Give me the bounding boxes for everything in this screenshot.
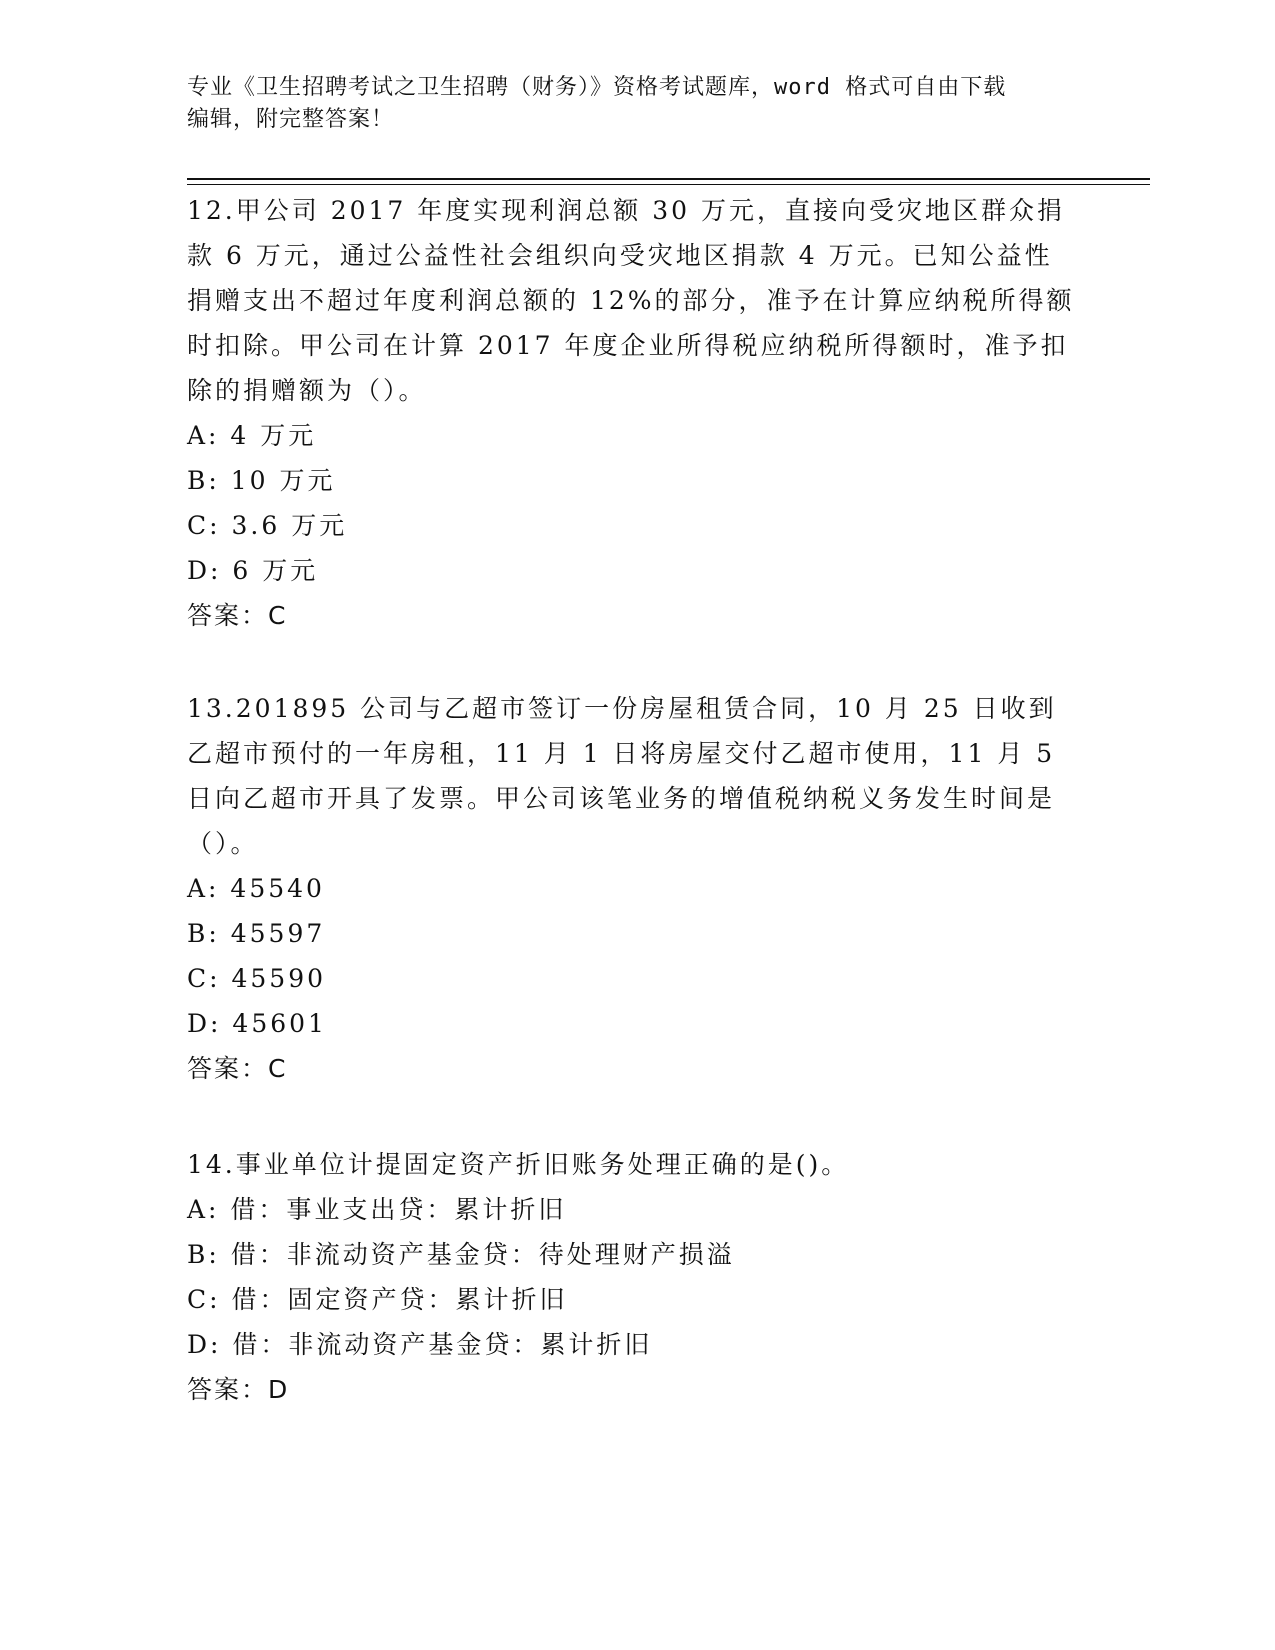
option-a: A: 4 万元 xyxy=(187,421,317,450)
header-divider-thin xyxy=(187,184,1150,185)
question-text: 14.事业单位计提固定资产折旧账务处理正确的是()。 xyxy=(187,1150,850,1179)
option-b: B: 45597 xyxy=(187,919,326,948)
option-b: B: 10 万元 xyxy=(187,466,336,495)
answer-line: 答案：D xyxy=(187,1375,290,1404)
option-a: A: 45540 xyxy=(187,874,325,903)
question-text: 12.甲公司 2017 年度实现利润总额 30 万元，直接向受灾地区群众捐款 6 万元，通过公益性社会组织向受灾地区捐款 4 万元。已知公益性捐赠支出不超过年度利润总额的 12%的部分，准予在计算应纳税所得额时扣除。甲公司在计算 2017 年度企业所得税应纳税所得额时，准予扣除的捐赠额为（）。 xyxy=(187,196,1075,405)
option-c: C: 3.6 万元 xyxy=(187,511,348,540)
option-c: C: 45590 xyxy=(187,964,327,993)
question-text: 13.201895 公司与乙超市签订一份房屋租赁合同，10 月 25 日收到乙超市预付的一年房租，11 月 1 日将房屋交付乙超市使用，11 月 5 日向乙超市开具了发票。甲公司该笔业务的增值税纳税义务发生时间是（）。 xyxy=(187,694,1057,858)
option-d: D: 45601 xyxy=(187,1009,327,1038)
question-13 xyxy=(187,686,1077,1091)
answer-line: 答案：C xyxy=(187,1054,288,1083)
option-d: D: 借：非流动资产基金贷：累计折旧 xyxy=(187,1330,653,1359)
header-line-1: 专业《卫生招聘考试之卫生招聘（财务）》资格考试题库，word 格式可自由下载 xyxy=(187,75,1007,100)
document-header xyxy=(187,72,1087,136)
option-d: D: 6 万元 xyxy=(187,556,319,585)
header-line-2: 编辑，附完整答案！ xyxy=(187,107,395,132)
option-a: A: 借：事业支出贷：累计折旧 xyxy=(187,1195,567,1224)
header-divider-thick xyxy=(187,178,1150,180)
option-c: C: 借：固定资产贷：累计折旧 xyxy=(187,1285,568,1314)
question-14 xyxy=(187,1142,1077,1412)
question-12 xyxy=(187,188,1077,638)
option-b: B: 借：非流动资产基金贷：待处理财产损溢 xyxy=(187,1240,735,1269)
answer-line: 答案：C xyxy=(187,601,288,630)
